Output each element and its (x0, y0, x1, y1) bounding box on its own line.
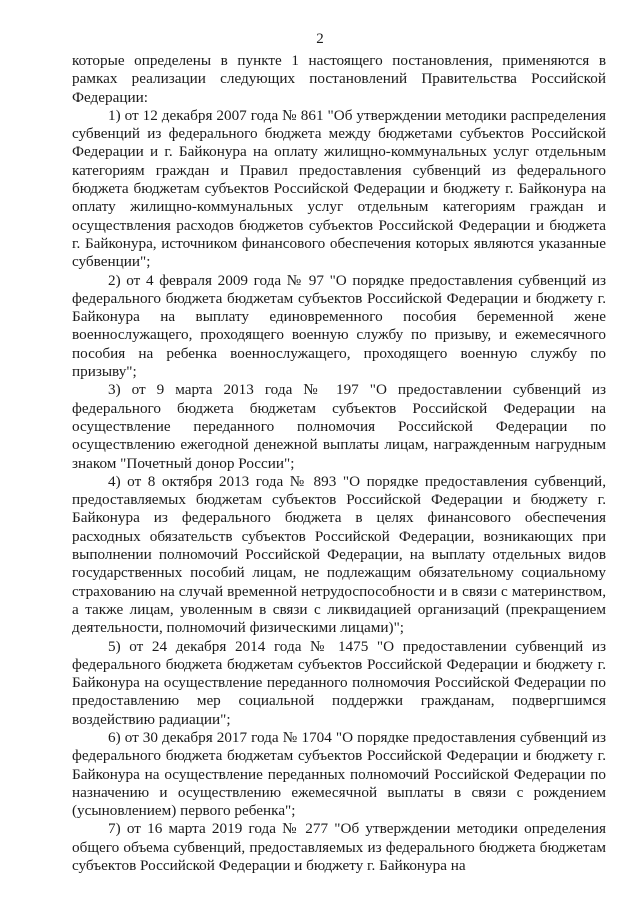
document-body (72, 52, 606, 875)
list-item-7: 7) от 16 марта 2019 года № 277 "Об утверждении методики определения общего объема субвенций, предоставляемых из федерального бюджета бюджетам субъектов Российской Федерации и бюджету г. Байконура на (72, 820, 606, 875)
list-item-6: 6) от 30 декабря 2017 года № 1704 "О порядке предоставления субвенций из федерального бюджета бюджетам субъектов Российской Федерации и бюджету г. Байконура на осуществление переданных полномочий Российской Федерации по назначению и осуществлению ежемесячной выплаты в связи с рождением (усыновлением) первого ребенка"; (72, 728, 606, 820)
page-number: 2 (316, 31, 324, 47)
list-item-2: 2) от 4 февраля 2009 года № 97 "О порядке предоставления субвенций из федерального бюджета бюджетам субъектов Российской Федерации и бюджету г. Байконура на выплату единовременного пособия беременной жене военнослужащего, проходящего военную службу по призыву, и ежемесячного пособия на ребенка военнослужащего, проходящего военную службу по призыву"; (72, 271, 606, 381)
intro-paragraph: которые определены в пункте 1 настоящего постановления, применяются в рамках реализации следующих постановлений Правительства Российской Федерации: (72, 52, 606, 106)
list-item-5: 5) от 24 декабря 2014 года № 1475 "О предоставлении субвенций из федерального бюджета бюджетам субъектов Российской Федерации и бюджету г. Байконура на осуществление переданного полномочия Российской Федерации по предоставлению мер социальной поддержки гражданам, подвергшимся воздействию радиации"; (72, 637, 606, 728)
list-item-1: 1) от 12 декабря 2007 года № 861 "Об утверждении методики распределения субвенций из федерального бюджета между бюджетами субъектов Российской Федерации и г. Байконура на оплату жилищно-коммунальных услуг отдельным категориям граждан и Правил предоставления субвенций из федерального бюджета бюджетам субъектов Российской Федерации и бюджету г. Байконура на оплату жилищно-коммунальных услуг отдельным категориям граждан и осуществления расходов бюджетов субъектов Российской Федерации и бюджета г. Байконура, источником финансового обеспечения которых являются указанные субвенции"; (72, 106, 606, 271)
list-item-3: 3) от 9 марта 2013 года № 197 "О предоставлении субвенций из федерального бюджета бюджетам субъектов Российской Федерации на осуществление переданного полномочия Российской Федерации по осуществлению ежегодной денежной выплаты лицам, награжденным нагрудным знаком "Почетный донор России"; (72, 381, 606, 472)
list-item-4: 4) от 8 октября 2013 года № 893 "О порядке предоставления субвенций, предоставляемых бюджетам субъектов Российской Федерации и бюджету г. Байконура из федерального бюджета в целях финансового обеспечения расходных обязательств субъектов Российской Федерации, возникающих при выполнении полномочий Российской Федерации, на выплату отдельных видов государственных пособий лицам, не подлежащим обязательному социальному страхованию на случай временной нетрудоспособности и в связи с материнством, а также лицам, уволенным в связи с ликвидацией организаций (прекращением деятельности, полномочий физическими лицами)"; (72, 472, 606, 637)
